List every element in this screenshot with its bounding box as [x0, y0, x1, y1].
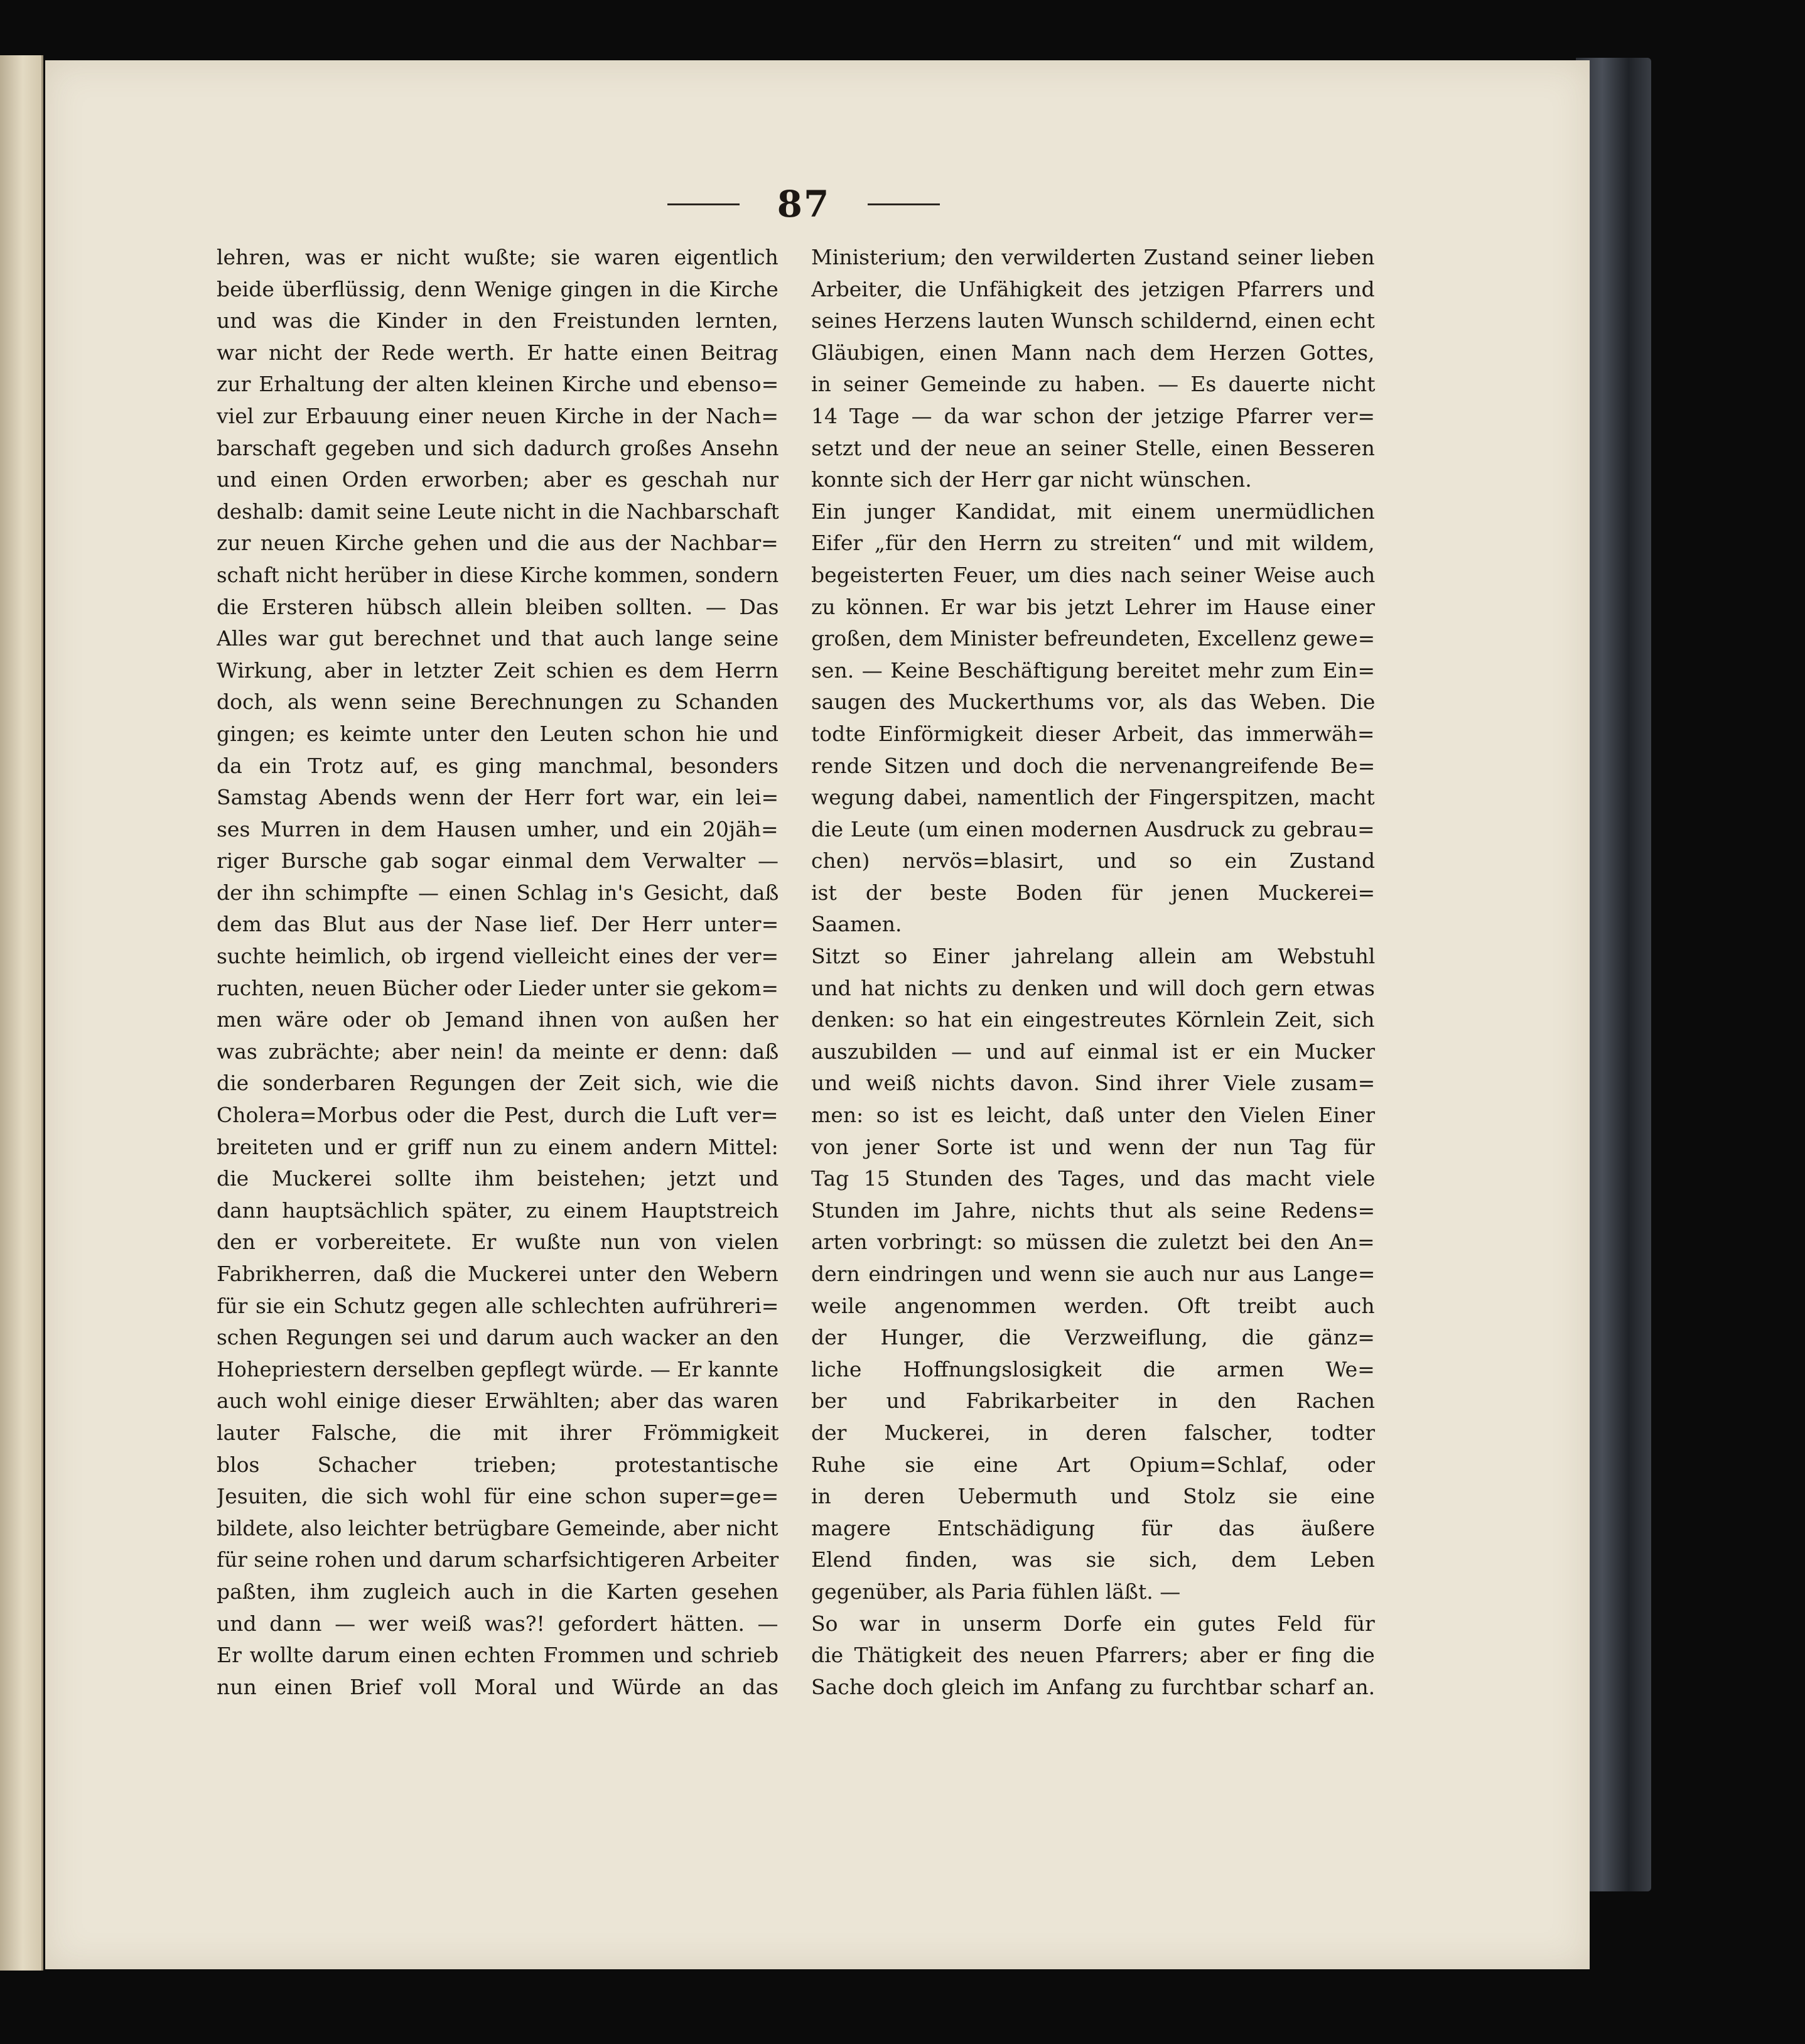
text-line: dem das Blut aus der Nase lief. Der Herr unter= — [217, 912, 779, 937]
text-line: Er wollte darum einen echten Frommen und schrieb — [217, 1643, 779, 1668]
text-line: lehren, was er nicht wußte; sie waren eigentlich — [217, 245, 779, 269]
previous-page-edge — [0, 55, 43, 1971]
text-line: Ein junger Kandidat, mit einem unermüdlichen — [811, 499, 1375, 524]
text-line: Tag 15 Stunden des Tages, und das macht viele — [811, 1166, 1375, 1191]
text-line: magere Entschädigung für das äußere — [811, 1515, 1375, 1540]
text-line: men wäre oder ob Jemand ihnen von außen her — [217, 1007, 779, 1032]
text-line: der Muckerei, in deren falscher, todter — [811, 1420, 1375, 1445]
text-line: ist der beste Boden für jenen Muckerei= — [811, 880, 1375, 905]
text-line: zu können. Er war bis jetzt Lehrer im Hause einer — [811, 594, 1375, 619]
text-line: in seiner Gemeinde zu haben. — Es dauerte nicht — [811, 372, 1375, 397]
text-line: Ministerium; den verwilderten Zustand seiner lieben — [811, 245, 1375, 269]
text-line: viel zur Erbauung einer neuen Kirche in der Nach= — [217, 403, 779, 428]
text-line: zur neuen Kirche gehen und die aus der Nachbar= — [217, 531, 779, 556]
page-header — [647, 176, 961, 232]
text-line: die sonderbaren Regungen der Zeit sich, wie die — [217, 1071, 779, 1096]
text-line: die Thätigkeit des neuen Pfarrers; aber er fing die — [811, 1643, 1375, 1668]
text-line: Ruhe sie eine Art Opium=Schlaf, oder — [811, 1452, 1375, 1477]
text-line: die Ersteren hübsch allein bleiben sollten. — Das — [217, 594, 779, 619]
text-line: paßten, ihm zugleich auch in die Karten gesehen — [217, 1579, 779, 1604]
text-line: die Muckerei sollte ihm beistehen; jetzt und — [217, 1166, 779, 1191]
text-line: den er vorbereitete. Er wußte nun von vielen — [217, 1230, 779, 1255]
text-line: nun einen Brief voll Moral und Würde an das — [217, 1674, 779, 1699]
text-line: Wirkung, aber in letzter Zeit schien es dem Herrn — [217, 657, 779, 683]
text-line: blos Schacher trieben; protestantische — [217, 1452, 779, 1477]
text-line: und hat nichts zu denken und will doch gern etwas — [811, 975, 1375, 1000]
text-line: suchte heimlich, ob irgend vielleicht eines der ver= — [217, 944, 779, 969]
text-line: lauter Falsche, die mit ihrer Frömmigkeit — [217, 1420, 779, 1445]
text-line: men: so ist es leicht, daß unter den Vielen Einer — [811, 1103, 1375, 1128]
text-line: Cholera=Morbus oder die Pest, durch die Luft ver= — [217, 1103, 779, 1128]
page-number: 87 — [777, 183, 831, 225]
text-line: riger Bursche gab sogar einmal dem Verwalter — — [217, 848, 779, 873]
text-column-left — [217, 242, 779, 1703]
text-line: ruchten, neuen Bücher oder Lieder unter sie gekom= — [217, 975, 779, 1000]
text-line: auszubilden — und auf einmal ist er ein Mucker — [811, 1039, 1375, 1064]
header-rule-left — [667, 203, 740, 205]
text-line: ber und Fabrikarbeiter in den Rachen — [811, 1388, 1375, 1414]
text-line: und dann — wer weiß was?! gefordert hätten. — — [217, 1611, 779, 1636]
text-line: Sache doch gleich im Anfang zu furchtbar scharf an. — [811, 1674, 1375, 1699]
text-line: Gläubigen, einen Mann nach dem Herzen Gottes, — [811, 340, 1375, 365]
text-line: gegenüber, als Paria fühlen läßt. — — [811, 1579, 1181, 1604]
text-line: Arbeiter, die Unfähigkeit des jetzigen Pfarrers und — [811, 276, 1375, 301]
text-line: begeisterten Feuer, um dies nach seiner Weise auch — [811, 562, 1375, 587]
text-line: Stunden im Jahre, nichts thut als seine Redens= — [811, 1198, 1375, 1223]
text-line: Eifer „für den Herrn zu streiten“ und mit wildem, — [811, 531, 1375, 556]
text-line: Sitzt so Einer jahrelang allein am Webstuhl — [811, 944, 1375, 969]
text-line: todte Einförmigkeit dieser Arbeit, das immerwäh= — [811, 721, 1375, 746]
text-column-right — [811, 242, 1375, 1703]
text-line: barschaft gegeben und sich dadurch großes Ansehn — [217, 435, 779, 460]
text-line: beide überflüssig, denn Wenige gingen in die Kirche — [217, 276, 779, 301]
text-line: schaft nicht herüber in diese Kirche kommen, sondern — [217, 562, 779, 587]
text-line: für seine rohen und darum scharfsichtigeren Arbeiter — [217, 1547, 779, 1572]
text-line: dann hauptsächlich später, zu einem Hauptstreich — [217, 1198, 779, 1223]
text-line: Elend finden, was sie sich, dem Leben — [811, 1547, 1375, 1572]
text-line: Jesuiten, die sich wohl für eine schon super=ge= — [217, 1484, 779, 1509]
text-line: die Leute (um einen modernen Ausdruck zu gebrau= — [811, 816, 1375, 841]
text-line: chen) nervös=blasirt, und so ein Zustand — [811, 848, 1375, 873]
text-line: dern eindringen und wenn sie auch nur aus Lange= — [811, 1262, 1375, 1286]
text-line: doch, als wenn seine Berechnungen zu Schanden — [217, 689, 779, 715]
text-line: von jener Sorte ist und wenn der nun Tag für — [811, 1134, 1375, 1159]
header-rule-right — [868, 203, 940, 205]
text-line: Samstag Abends wenn der Herr fort war, ein lei= — [217, 785, 779, 810]
text-line: ses Murren in dem Hausen umher, und ein 20jäh= — [217, 816, 779, 841]
text-line: setzt und der neue an seiner Stelle, einen Besseren — [811, 435, 1375, 460]
text-line: zur Erhaltung der alten kleinen Kirche und ebenso= — [217, 372, 779, 397]
text-line: Hohepriestern derselben gepflegt würde. — Er kannte — [217, 1356, 779, 1382]
text-line: liche Hoffnungslosigkeit die armen We= — [811, 1356, 1375, 1382]
text-line: konnte sich der Herr gar nicht wünschen. — [811, 467, 1252, 492]
text-line: gingen; es keimte unter den Leuten schon hie und — [217, 721, 779, 746]
text-line: seines Herzens lauten Wunsch schildernd, einen echt — [811, 308, 1375, 333]
text-line: Saamen. — [811, 912, 902, 937]
text-line: denken: so hat ein eingestreutes Körnlein Zeit, sich — [811, 1007, 1375, 1032]
text-line: bildete, also leichter betrügbare Gemeinde, aber nicht — [217, 1515, 779, 1540]
text-line: saugen des Muckerthums vor, als das Weben. Die — [811, 689, 1375, 715]
text-line: 14 Tage — da war schon der jetzige Pfarrer ver= — [811, 403, 1375, 428]
text-line: sen. — Keine Beschäftigung bereitet mehr zum Ein= — [811, 657, 1375, 683]
text-line: wegung dabei, namentlich der Fingerspitzen, macht — [811, 785, 1375, 810]
text-line: großen, dem Minister befreundeten, Excellenz gewe= — [811, 626, 1376, 651]
text-line: in deren Uebermuth und Stolz sie eine — [811, 1484, 1375, 1509]
text-line: und weiß nichts davon. Sind ihrer Viele zusam= — [811, 1071, 1375, 1096]
text-line: Fabrikherren, daß die Muckerei unter den Webern — [217, 1262, 779, 1286]
text-line: Alles war gut berechnet und that auch lange seine — [217, 626, 779, 651]
text-line: breiteten und er griff nun zu einem andern Mittel: — [217, 1134, 779, 1159]
text-line: für sie ein Schutz gegen alle schlechten aufrühreri= — [217, 1293, 779, 1318]
text-line: weile angenommen werden. Oft treibt auch — [811, 1293, 1375, 1318]
text-line: war nicht der Rede werth. Er hatte einen Beitrag — [217, 340, 779, 365]
text-line: der Hunger, die Verzweiflung, die gänz= — [811, 1325, 1375, 1350]
text-line: deshalb: damit seine Leute nicht in die Nachbarschaft — [217, 499, 779, 524]
text-line: rende Sitzen und doch die nervenangreifende Be= — [811, 753, 1375, 778]
text-line: und einen Orden erworben; aber es geschah nur — [217, 467, 779, 492]
text-line: und was die Kinder in den Freistunden lernten, — [217, 308, 779, 333]
text-line: arten vorbringt: so müssen die zuletzt bei den An= — [811, 1230, 1375, 1255]
text-line: schen Regungen sei und darum auch wacker an den — [217, 1325, 779, 1350]
text-line: So war in unserm Dorfe ein gutes Feld für — [811, 1611, 1375, 1636]
text-line: der ihn schimpfte — einen Schlag in's Gesicht, daß — [217, 880, 779, 905]
text-line: auch wohl einige dieser Erwählten; aber das waren — [217, 1388, 779, 1414]
text-line: da ein Trotz auf, es ging manchmal, besonders — [217, 753, 779, 778]
text-line: was zubrächte; aber nein! da meinte er denn: daß — [217, 1039, 779, 1064]
